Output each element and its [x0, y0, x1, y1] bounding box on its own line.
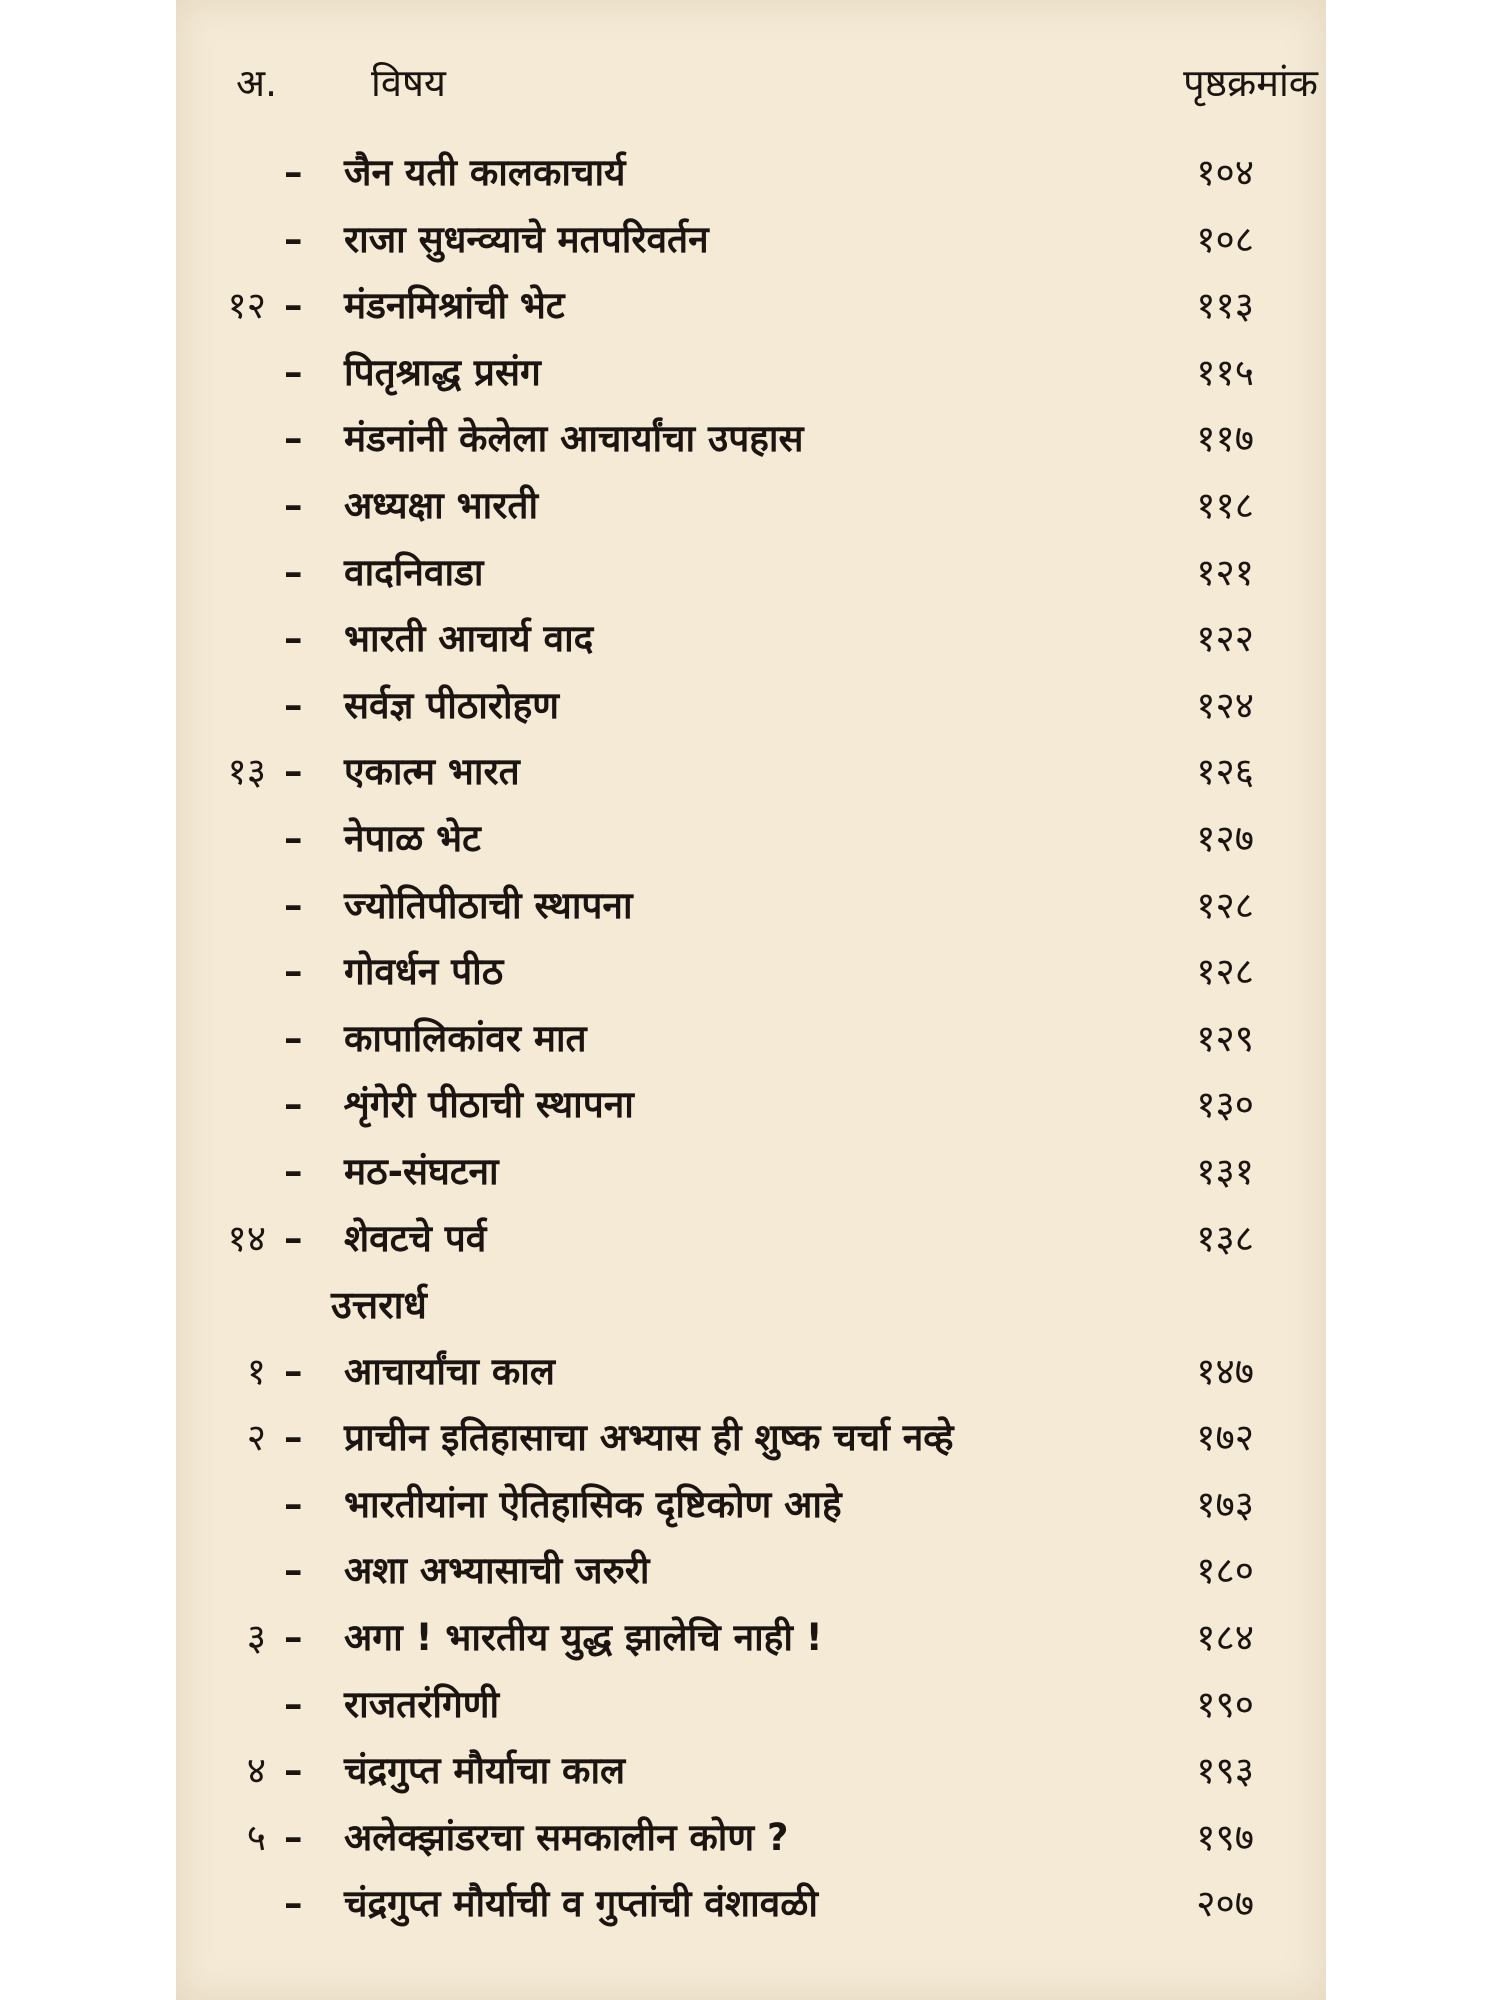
toc-entry [176, 1472, 1326, 1539]
entry-page-number: ११८ [1196, 483, 1254, 527]
entry-title: चंद्रगुप्त मौर्याची व गुप्तांची वंशावळी [344, 1882, 818, 1926]
entry-page-number: १२७ [1196, 816, 1254, 860]
toc-entry [176, 340, 1326, 407]
entry-page-number: १०४ [1196, 151, 1254, 194]
toc-entry [176, 273, 1326, 340]
entry-dash: – [284, 1882, 303, 1926]
entry-page-number: १७२ [1196, 1416, 1254, 1460]
chapter-number: ५ [246, 1815, 266, 1859]
entry-title: सर्वज्ञ पीठारोहण [344, 683, 559, 727]
entry-title: राजा सुधन्व्याचे मतपरिवर्तन [344, 217, 709, 261]
chapter-number: १ [246, 1349, 266, 1393]
entry-title: चंद्रगुप्त मौर्याचा काल [344, 1749, 626, 1793]
entry-title: शृंगेरी पीठाची स्थापना [344, 1083, 634, 1127]
toc-entry [176, 1672, 1326, 1739]
toc-entry [176, 1405, 1326, 1472]
toc-entry [176, 739, 1326, 806]
entry-dash: – [284, 1016, 303, 1060]
entry-title: शेवटचे पर्व [344, 1216, 487, 1260]
entry-dash: – [284, 1416, 303, 1460]
entry-page-number: १७३ [1196, 1482, 1254, 1526]
toc-entry [176, 207, 1326, 274]
toc-list [176, 140, 1326, 1938]
entry-page-number: १८४ [1196, 1616, 1254, 1660]
chapter-number: १२ [227, 284, 266, 328]
entry-page-number: १२८ [1196, 950, 1254, 994]
entry-page-number: १३१ [1196, 1149, 1254, 1193]
entry-dash: – [284, 1083, 303, 1127]
toc-entry [176, 873, 1326, 940]
entry-page-number: १९३ [1196, 1749, 1254, 1793]
entry-title: जैन यती कालकाचार्य [344, 151, 626, 194]
entry-title: आचार्यांचा काल [344, 1349, 555, 1393]
toc-entry [176, 939, 1326, 1006]
entry-dash: – [284, 883, 303, 927]
section-heading [176, 1272, 1326, 1339]
toc-entry [176, 140, 1326, 207]
entry-dash: – [284, 950, 303, 994]
entry-dash: – [284, 217, 303, 261]
subject-column-header: विषय [371, 61, 446, 105]
entry-page-number: १९७ [1196, 1815, 1254, 1859]
chapter-number: ३ [246, 1616, 266, 1660]
toc-entry [176, 1339, 1326, 1406]
entry-dash: – [284, 1682, 303, 1726]
entry-page-number: १३८ [1196, 1216, 1254, 1260]
page-number-column-header: पृष्ठक्रमांक [1183, 61, 1318, 105]
entry-title: गोवर्धन पीठ [344, 950, 504, 994]
toc-entry [176, 540, 1326, 607]
entry-dash: – [284, 1149, 303, 1193]
entry-title: अशा अभ्यासाची जरुरी [344, 1549, 650, 1593]
entry-title: कापालिकांवर मात [344, 1016, 587, 1060]
entry-title: भारतीयांना ऐतिहासिक दृष्टिकोण आहे [344, 1482, 842, 1526]
entry-dash: – [284, 1482, 303, 1526]
entry-dash: – [284, 683, 303, 727]
toc-entry [176, 806, 1326, 873]
entry-page-number: २०७ [1196, 1882, 1254, 1926]
entry-page-number: १२८ [1196, 883, 1254, 927]
chapter-column-header: अ. [236, 61, 278, 105]
entry-page-number: १२४ [1196, 683, 1254, 727]
entry-title: मंडनांनी केलेला आचार्यांचा उपहास [344, 417, 804, 461]
chapter-number: १४ [227, 1216, 266, 1260]
toc-entry [176, 1139, 1326, 1206]
entry-title: वादनिवाडा [344, 550, 484, 594]
entry-dash: – [284, 417, 303, 461]
entry-page-number: ११३ [1196, 284, 1254, 328]
chapter-number: २ [246, 1416, 266, 1460]
entry-page-number: ११५ [1196, 350, 1254, 394]
entry-title: एकात्म भारत [344, 750, 520, 794]
entry-dash: – [284, 1349, 303, 1393]
entry-title: नेपाळ भेट [344, 816, 481, 860]
entry-title: राजतरंगिणी [344, 1682, 500, 1726]
toc-entry [176, 1805, 1326, 1872]
entry-dash: – [284, 151, 303, 194]
entry-page-number: १२६ [1196, 750, 1254, 794]
entry-page-number: १२९ [1196, 1016, 1254, 1060]
toc-header [176, 52, 1326, 112]
entry-page-number: १८० [1196, 1549, 1254, 1593]
entry-dash: – [284, 1749, 303, 1793]
entry-title: मठ-संघटना [344, 1149, 499, 1193]
entry-dash: – [284, 1549, 303, 1593]
entry-dash: – [284, 350, 303, 394]
entry-dash: – [284, 1616, 303, 1660]
entry-title: ज्योतिपीठाची स्थापना [344, 883, 633, 927]
toc-entry [176, 1605, 1326, 1672]
entry-page-number: १९० [1196, 1682, 1254, 1726]
toc-entry [176, 1006, 1326, 1073]
toc-entry [176, 1738, 1326, 1805]
entry-page-number: १४७ [1196, 1349, 1254, 1393]
entry-dash: – [284, 617, 303, 661]
toc-entry [176, 1072, 1326, 1139]
entry-page-number: १२१ [1196, 550, 1254, 594]
entry-dash: – [284, 816, 303, 860]
entry-dash: – [284, 550, 303, 594]
entry-dash: – [284, 1815, 303, 1859]
entry-dash: – [284, 1216, 303, 1260]
entry-page-number: ११७ [1196, 417, 1254, 461]
toc-entry [176, 406, 1326, 473]
entry-title: अध्यक्षा भारती [344, 483, 539, 527]
entry-title: मंडनमिश्रांची भेट [344, 284, 565, 328]
entry-title: भारती आचार्य वाद [344, 617, 594, 661]
toc-entry [176, 1206, 1326, 1273]
entry-title: अगा ! भारतीय युद्ध झालेचि नाही ! [344, 1616, 823, 1660]
book-page [176, 0, 1326, 2000]
section-title: उत्तरार्ध [331, 1283, 427, 1328]
entry-dash: – [284, 284, 303, 328]
toc-entry [176, 673, 1326, 740]
entry-title: प्राचीन इतिहासाचा अभ्यास ही शुष्क चर्चा नव्हे [344, 1416, 954, 1460]
entry-dash: – [284, 750, 303, 794]
chapter-number: १३ [227, 750, 266, 794]
entry-page-number: १३० [1196, 1083, 1254, 1127]
chapter-number: ४ [246, 1749, 266, 1793]
toc-entry [176, 1538, 1326, 1605]
entry-page-number: १२२ [1196, 617, 1254, 661]
entry-page-number: १०८ [1196, 217, 1254, 261]
entry-title: पितृश्राद्ध प्रसंग [344, 350, 541, 394]
toc-entry [176, 1871, 1326, 1938]
entry-title: अलेक्झांडरचा समकालीन कोण ? [344, 1815, 789, 1859]
toc-entry [176, 606, 1326, 673]
entry-dash: – [284, 483, 303, 527]
toc-entry [176, 473, 1326, 540]
